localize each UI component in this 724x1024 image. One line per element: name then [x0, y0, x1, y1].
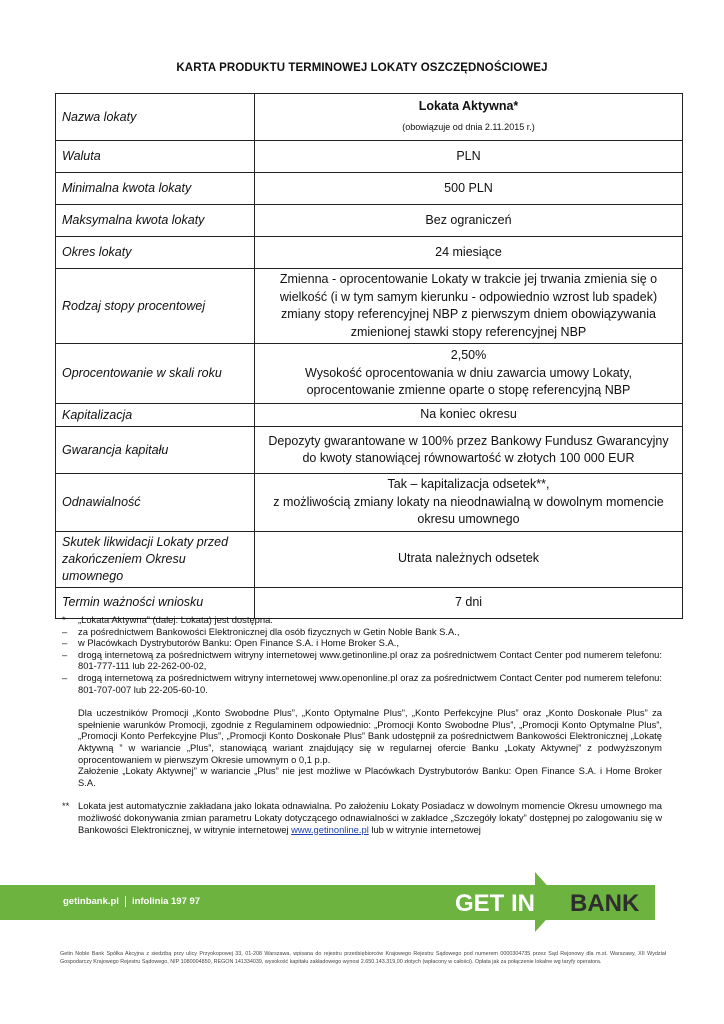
list-item-text: drogą internetową za pośrednictwem witryny internetowej www.getinonline.pl oraz za pośrednictwem Contact Center pod numerem telefonu: 801-777-111 lub 22-262-00-02,	[78, 648, 662, 672]
row-label: Rodzaj stopy procentowej	[56, 269, 255, 344]
logo-text-getin: GET IN	[455, 890, 536, 917]
dash-mark: –	[62, 671, 68, 683]
table-row	[56, 531, 683, 587]
table-row	[56, 237, 683, 269]
row-value: Zmienna - oprocentowanie Lokaty w trakcie jej trwania zmienia się o wielkość (i w tym samym kierunku - odpowiednio wzrost lub spadek) zmiany stopy referencyjnej NBP z pierwszym dniem obowiązywania zmienionej stawki stopy referencyjnej NBP	[255, 269, 683, 344]
product-table	[55, 93, 683, 619]
getinonline-link[interactable]: www.getinonline.pl	[291, 823, 369, 835]
row-value: 7 dni	[255, 587, 683, 618]
list-item-text: w Placówkach Dystrybutorów Banku: Open Finance S.A. i Home Broker S.A.,	[78, 637, 399, 649]
row-label: Gwarancja kapitału	[56, 427, 255, 474]
footnote-tail: lub w witrynie internetowej	[371, 823, 481, 835]
table-row	[56, 474, 683, 532]
dash-mark: –	[62, 625, 68, 637]
row-value: Depozyty gwarantowane w 100% przez Bankowy Fundusz Gwarancyjny do kwoty stanowiącej równowartość w złotych 100 000 EUR	[255, 427, 683, 474]
footnote-double-star	[62, 800, 662, 835]
footnote-body: Lokata jest automatycznie zakładana jako lokata odnawialna. Po założeniu Lokaty Posiadacz w dowolnym momencie Okresu umownego ma możliwość dokonywania zmian parametru Lokaty dotyczącego odnawialności w zakładce „Szczegóły lokaty” dostępnej po zalogowaniu się w Bankowości Elektronicznej, w witrynie internetowej	[78, 800, 662, 835]
list-item	[62, 672, 662, 695]
promo-paragraph-2: Założenie „Lokaty Aktywnej” w wariancie „Plus” nie jest możliwe w Placówkach Dystrybutorów Banku: Open Finance S.A. i Home Broker S.A.	[78, 765, 662, 788]
footnote-mark: *	[62, 614, 66, 625]
list-item-text: za pośrednictwem Bankowości Elektronicznej dla osób fizycznych w Getin Noble Bank S.A.,	[78, 625, 460, 637]
row-label: Odnawialność	[56, 474, 255, 532]
list-item-text: drogą internetową za pośrednictwem witryny internetowej www.openonline.pl oraz za pośrednictwem Contact Center pod numerem telefonu: 801-707-007 lub 22-205-60-10.	[78, 671, 662, 695]
list-item	[62, 637, 662, 649]
promo-paragraph: Dla uczestników Promocji „Konto Swobodne Plus”, „Konto Optymalne Plus”, „Konto Perfekcyjne Plus” oraz „Konto Doskonałe Plus” za spełnienie warunków Promocji, zgodnie z Regulaminem odpowiednio: „Promocji Konto Swobodne Plus”, „Promocji Konto Optymalne Plus”, „Promocji Konto Perfekcyjne Plus”, „Promocji Konto Doskonałe Plus” Bank udostępnił za pośrednictwem Bankowości Elektronicznej „Lokatę Aktywną ” w wariancie „Plus”, stanowiącą wariant znajdujący się w regularnej ofercie Banku „Lokaty Aktywnej” z podwyższonym oprocentowaniem w pierwszym Okresie umownym o 0,1 p.p.	[78, 707, 662, 765]
table-row	[56, 205, 683, 237]
row-value: Bez ograniczeń	[255, 205, 683, 237]
dash-mark: –	[62, 648, 68, 660]
table-row	[56, 269, 683, 344]
footnote-text	[78, 800, 662, 835]
row-label: Termin ważności wniosku	[56, 587, 255, 618]
row-label: Skutek likwidacji Lokaty przed zakończeniem Okresu umownego	[56, 531, 255, 587]
list-item	[62, 626, 662, 638]
table-row	[56, 427, 683, 474]
row-label: Waluta	[56, 141, 255, 173]
footnotes	[62, 614, 662, 835]
website-link[interactable]: getinbank.pl	[63, 896, 119, 908]
hotline: infolinia 197 97	[131, 896, 201, 908]
dash-mark: –	[62, 637, 68, 649]
table-row	[56, 404, 683, 427]
validity-note: (obowiązuje od dnia 2.11.2015 r.)	[402, 121, 535, 132]
table-row	[56, 141, 683, 173]
row-label: Maksymalna kwota lokaty	[56, 205, 255, 237]
list-item	[62, 649, 662, 672]
interest-rate: 2,50%	[450, 348, 487, 363]
row-value: Na koniec okresu	[255, 404, 683, 427]
logo-text-bank: BANK	[570, 890, 640, 917]
footnote-text: „Lokata Aktywna” (dalej: Lokata) jest dostępna:	[78, 614, 273, 625]
footnote-star	[62, 614, 662, 626]
row-value	[255, 474, 683, 532]
renewal-detail: z możliwością zmiany lokaty na nieodnawialną w dowolnym momencie okresu umownego	[273, 494, 664, 526]
row-value: 24 miesiące	[255, 237, 683, 269]
row-label: Minimalna kwota lokaty	[56, 173, 255, 205]
row-value: Utrata należnych odsetek	[255, 531, 683, 587]
table-row	[56, 94, 683, 141]
getin-bank-logo	[450, 872, 650, 932]
document-title: KARTA PRODUKTU TERMINOWEJ LOKATY OSZCZĘDNOŚCIOWEJ	[176, 62, 548, 74]
deposit-name: Lokata Aktywna*	[418, 99, 519, 113]
row-value	[255, 344, 683, 404]
footer-contact	[63, 896, 200, 907]
row-value: 500 PLN	[255, 173, 683, 205]
row-value	[255, 94, 683, 141]
renewal-main: Tak – kapitalizacja odsetek**,	[387, 477, 550, 491]
table-row	[56, 173, 683, 205]
row-label: Okres lokaty	[56, 237, 255, 269]
table-row	[56, 344, 683, 404]
legal-text: Getin Noble Bank Spółka Akcyjna z siedzibą przy ulicy Przyokopowej 33, 01-208 Warszawa, wpisana do rejestru przedsiębiorców Krajowego Rejestru Sądowego pod numerem 0000304735 przez Sąd Rejonowy dla m.st. Warszawy, XII Wydział Gospodarczy Krajowego Rejestru Sądowego, NIP 1080004850, REGON 141334039, wysokość kapitału zakładowego wynosi 2.650.143.319,00 złotych (wpłacony w całości). Opłata jak za połączenie lokalne wg taryfy operatora.	[60, 951, 666, 965]
row-label: Nazwa lokaty	[56, 94, 255, 141]
row-value: PLN	[255, 141, 683, 173]
interest-description: Wysokość oprocentowania w dniu zawarcia umowy Lokaty, oprocentowanie zmienne oparte o stopę referencyjną NBP	[305, 365, 632, 398]
row-label: Kapitalizacja	[56, 404, 255, 427]
footnote-mark: **	[62, 800, 70, 812]
divider	[125, 896, 126, 907]
row-label: Oprocentowanie w skali roku	[56, 344, 255, 404]
